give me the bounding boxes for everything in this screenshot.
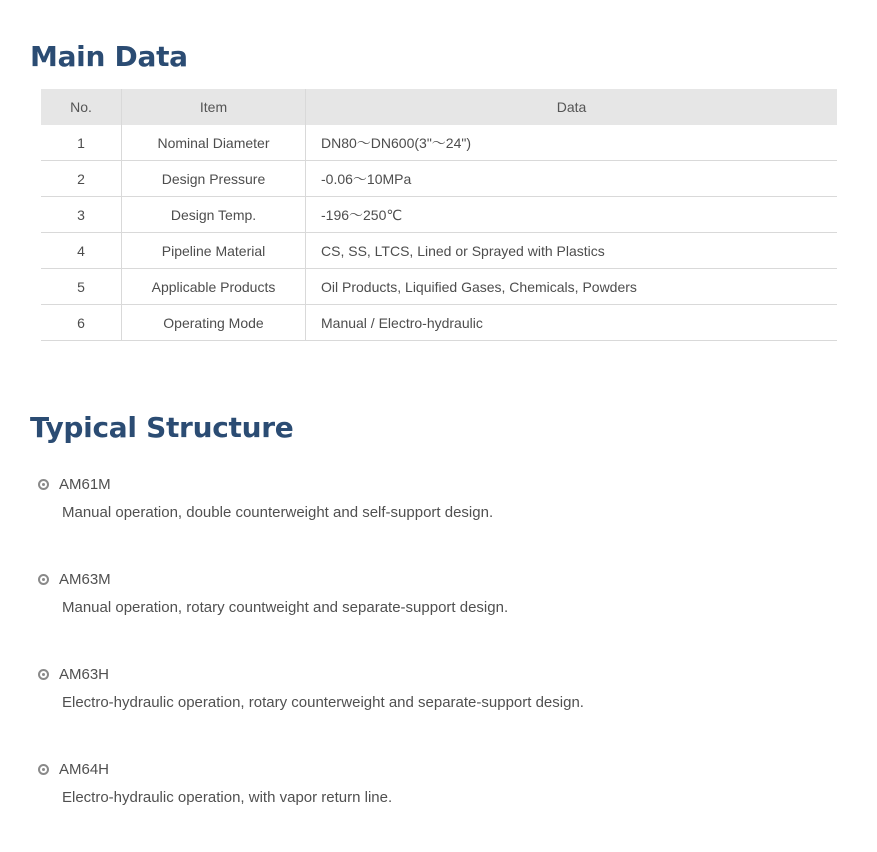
list-item: [38, 662, 838, 757]
main-data-title: Main Data: [30, 40, 188, 73]
row-number: 6: [41, 305, 122, 341]
list-item: [38, 757, 838, 852]
row-data: DN80～DN600(3"～24"): [306, 125, 838, 161]
structure-list: [38, 472, 838, 852]
structure-heading: [38, 757, 838, 781]
structure-model: AM63H: [59, 665, 110, 683]
table-row: [41, 161, 837, 197]
row-item: Design Pressure: [122, 161, 306, 197]
table-row: [41, 233, 837, 269]
structure-description: Manual operation, double counterweight and self-support design.: [62, 504, 494, 521]
row-item: Applicable Products: [122, 269, 306, 305]
structure-description: Electro-hydraulic operation, with vapor return line.: [62, 789, 393, 806]
structure-heading: [38, 472, 838, 496]
structure-heading: [38, 662, 838, 686]
row-number: 5: [41, 269, 122, 305]
table-row: [41, 305, 837, 341]
circle-bullet-icon: [38, 764, 49, 775]
column-header-data: Data: [306, 89, 838, 125]
structure-description: Manual operation, rotary countweight and separate-support design.: [62, 599, 509, 616]
structure-model: AM63M: [59, 570, 111, 588]
column-header-item: Item: [122, 89, 306, 125]
circle-bullet-icon: [38, 669, 49, 680]
table-header-row: [41, 89, 837, 125]
row-data: Oil Products, Liquified Gases, Chemicals, Powders: [306, 269, 838, 305]
row-data: -0.06～10MPa: [306, 161, 838, 197]
row-number: 3: [41, 197, 122, 233]
table-row: [41, 197, 837, 233]
row-item: Nominal Diameter: [122, 125, 306, 161]
main-data-table: [41, 89, 837, 341]
structure-description: Electro-hydraulic operation, rotary counterweight and separate-support design.: [62, 694, 584, 711]
row-item: Pipeline Material: [122, 233, 306, 269]
table-row: [41, 269, 837, 305]
list-item: [38, 472, 838, 567]
structure-heading: [38, 567, 838, 591]
circle-bullet-icon: [38, 479, 49, 490]
row-number: 1: [41, 125, 122, 161]
list-item: [38, 567, 838, 662]
row-data: Manual / Electro-hydraulic: [306, 305, 838, 341]
row-number: 2: [41, 161, 122, 197]
row-item: Operating Mode: [122, 305, 306, 341]
row-data: -196～250℃: [306, 197, 838, 233]
circle-bullet-icon: [38, 574, 49, 585]
table-row: [41, 125, 837, 161]
typical-structure-title: Typical Structure: [30, 411, 294, 444]
column-header-no: No.: [41, 89, 122, 125]
structure-model: AM64H: [59, 760, 110, 778]
row-number: 4: [41, 233, 122, 269]
row-item: Design Temp.: [122, 197, 306, 233]
structure-model: AM61M: [59, 475, 111, 493]
row-data: CS, SS, LTCS, Lined or Sprayed with Plastics: [306, 233, 838, 269]
